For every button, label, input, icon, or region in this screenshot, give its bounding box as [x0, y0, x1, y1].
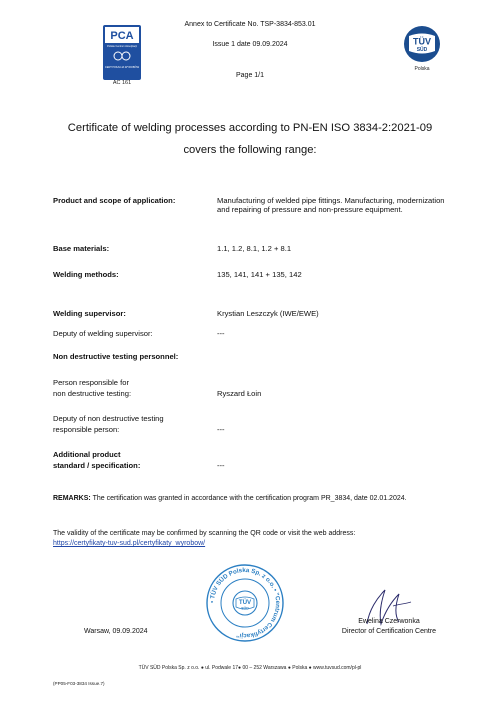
base-materials-value: 1.1, 1.2, 8.1, 1.2 + 8.1: [217, 244, 292, 253]
tuv-logo: [403, 25, 441, 63]
issue-line: Issue 1 date 09.09.2024: [212, 41, 288, 48]
pca-logo-text: PCA: [110, 30, 134, 42]
ndt-deputy-label-line1: Deputy of non destructive testing: [53, 414, 164, 423]
ndt-personnel-heading: Non destructive testing personnel:: [53, 352, 179, 361]
ndt-deputy-label-line2: responsible person:: [53, 425, 120, 434]
welding-methods-value: 135, 141, 141 + 135, 142: [217, 270, 302, 279]
remarks-label: REMARKS:: [53, 495, 91, 502]
certificate-title: Certificate of welding processes according to PN-EN ISO 3834-2:2021-09: [67, 122, 433, 134]
additional-standard-label-line1: Additional product: [53, 450, 121, 459]
remarks: [53, 494, 473, 503]
signer-name: Ewelina Czerwonka: [358, 618, 420, 625]
tuv-country: Polska: [414, 66, 430, 72]
annex-line: Annex to Certificate No. TSP-3834-853.01: [184, 21, 316, 28]
pca-logo: [103, 25, 141, 80]
ndt-responsible-label-line2: non destructive testing:: [53, 389, 132, 398]
stamp-center-top: TÜV: [238, 599, 252, 606]
ndt-responsible-value: Ryszard Łoin: [217, 389, 262, 398]
welding-supervisor-value: Krystian Leszczyk (IWE/EWE): [217, 309, 319, 318]
stamp-ring-text: • TÜV SÜD Polska Sp. z o.o. • "Centrum Certyfikacji": [208, 566, 282, 640]
tuv-stamp: [205, 563, 285, 643]
pca-logo-band: CERTYFIKACJA WYROBÓW: [104, 66, 140, 69]
deputy-supervisor-value: ---: [217, 329, 225, 338]
remarks-text: The certification was granted in accordance with the certification program PR_3834, date 02.01.2024.: [92, 495, 407, 502]
tuv-logo-text-bottom: SÜD: [416, 47, 428, 53]
product-scope-value: Manufacturing of welded pipe fittings. Manufacturing, modernization and repairing of pressure and non-pressure equipment.: [217, 196, 445, 215]
page-number: Page 1/1: [235, 72, 265, 79]
pca-logo-subtext: Polskie Centrum Akredytacji: [107, 45, 137, 48]
welding-supervisor-label: Welding supervisor:: [53, 309, 126, 318]
welding-methods-label: Welding methods:: [53, 270, 119, 279]
tuv-logo-text-top: TÜV: [413, 36, 431, 47]
certificate-subtitle: covers the following range:: [183, 144, 317, 156]
ndt-deputy-value: ---: [217, 425, 225, 434]
pca-code: AC 161: [112, 80, 132, 86]
ndt-responsible-label-line1: Person responsible for: [53, 378, 129, 387]
additional-standard-value: ---: [217, 461, 225, 470]
place-date: Warsaw, 09.09.2024: [84, 628, 148, 635]
deputy-supervisor-label: Deputy of welding supervisor:: [53, 329, 153, 338]
validity-link[interactable]: https://certyfikaty-tuv-sud.pl/certyfikaty_wyrobow/: [53, 540, 206, 547]
stamp-center-bottom: SÜD: [241, 606, 249, 611]
validity-text: The validity of the certificate may be confirmed by scanning the QR code or visit the web address:: [53, 530, 356, 537]
footer-address: TÜV SÜD Polska Sp. z o.o. ● ul. Podwale 17● 00 – 252 Warszawa ● Polska ● www.tuvsud.com/pl-pl: [138, 665, 362, 671]
base-materials-label: Base materials:: [53, 244, 110, 253]
document-code: (PP05-F03-3834 Issue.7): [53, 681, 105, 686]
product-scope-label: Product and scope of application:: [53, 196, 176, 205]
additional-standard-label-line2: standard / specification:: [53, 461, 141, 470]
signer-role: Director of Certification Centre: [341, 628, 437, 635]
